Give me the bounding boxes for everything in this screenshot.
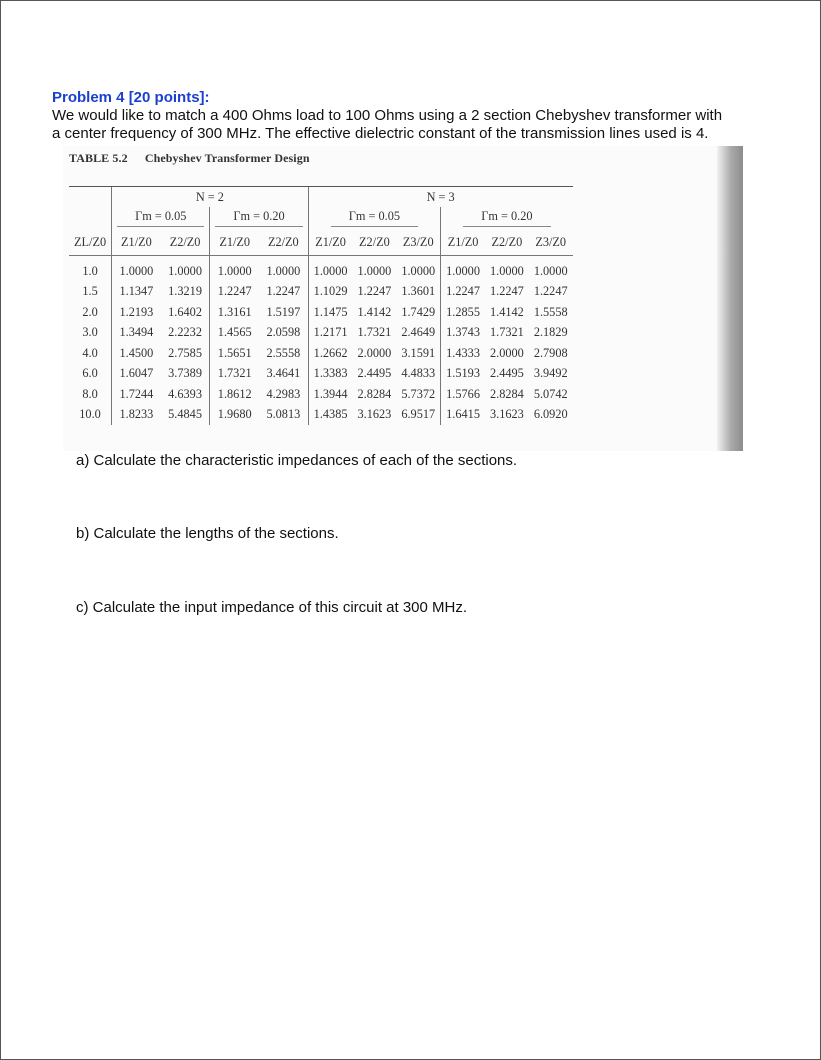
row-ratio-cell: 6.0 <box>82 366 98 381</box>
table-cell: 1.7321 <box>357 325 392 340</box>
row-ratio-cell: 4.0 <box>82 345 98 360</box>
table-cell: 1.5766 <box>441 384 485 405</box>
table-cell: 6.0920 <box>533 407 568 422</box>
column-header: Z3/Z0 <box>396 229 440 256</box>
table-cell: 1.4500 <box>112 343 161 364</box>
table-row <box>69 405 573 426</box>
chebyshev-table <box>69 186 573 425</box>
column-header: Z2/Z0 <box>485 229 529 256</box>
table-cell: 1.4385 <box>308 405 352 426</box>
table-cell: 1.2247 <box>266 284 301 299</box>
table-cell: 1.2662 <box>308 343 352 364</box>
problem-statement <box>52 107 782 143</box>
table-cell: 1.9680 <box>210 405 259 426</box>
table-row <box>69 282 573 303</box>
table-cell: 5.4845 <box>168 407 202 422</box>
table-cell: 1.0000 <box>210 256 259 282</box>
table-cell: 1.0000 <box>533 263 568 278</box>
problem-line-2: a center frequency of 300 MHz. The effective dielectric constant of the transmission lines used is 4. <box>52 125 709 142</box>
table-cell: 3.7389 <box>168 366 202 381</box>
table-cell: 1.2193 <box>112 302 161 323</box>
table-cell: 3.9492 <box>533 366 568 381</box>
column-header: Z2/Z0 <box>259 229 308 256</box>
table-cell: 1.3383 <box>308 364 352 385</box>
table-cell: 1.8233 <box>112 405 161 426</box>
table-cell: 1.7321 <box>210 364 259 385</box>
table-cell: 2.7908 <box>533 345 568 360</box>
table-cell: 4.6393 <box>168 386 202 401</box>
table-cell: 1.4142 <box>357 304 392 319</box>
table-cell: 1.8612 <box>210 384 259 405</box>
table-cell: 1.6415 <box>441 405 485 426</box>
table-cell: 1.3743 <box>441 323 485 344</box>
table-cell: 2.0598 <box>266 325 301 340</box>
table-caption-title: Chebyshev Transformer Design <box>144 151 310 165</box>
n3-gamma-020-header: Γm = 0.20 <box>441 207 573 229</box>
table-cell: 1.6047 <box>112 364 161 385</box>
problem-line-1: We would like to match a 400 Ohms load to 100 Ohms using a 2 section Chebyshev transformer with <box>52 107 723 124</box>
table-cell: 2.4495 <box>489 366 524 381</box>
table-cell: 1.0000 <box>441 256 485 282</box>
table-cell: 1.5651 <box>210 343 259 364</box>
table-cell: 4.2983 <box>266 386 301 401</box>
table-cell: 1.7321 <box>489 325 524 340</box>
table-row <box>69 343 573 364</box>
table-cell: 1.1029 <box>308 282 352 303</box>
table-cell: 2.0000 <box>357 345 392 360</box>
table-cell: 2.1829 <box>533 325 568 340</box>
table-cell: 5.0813 <box>266 407 301 422</box>
n2-header: N = 2 <box>112 187 309 208</box>
table-cell: 1.7429 <box>401 304 436 319</box>
column-header: Z2/Z0 <box>353 229 397 256</box>
table-cell: 3.1623 <box>489 407 524 422</box>
table-cell: 1.2171 <box>308 323 352 344</box>
row-ratio-cell: 1.5 <box>82 284 98 299</box>
table-cell: 1.0000 <box>401 263 436 278</box>
table-cell: 1.2855 <box>441 302 485 323</box>
table-row <box>69 323 573 344</box>
table-row <box>69 302 573 323</box>
table-cell: 1.4565 <box>210 323 259 344</box>
row-ratio-cell: 8.0 <box>82 386 98 401</box>
table-cell: 1.0000 <box>168 263 202 278</box>
table-header-blank <box>69 207 112 229</box>
row-ratio-cell: 1.0 <box>82 263 98 278</box>
table-cell: 1.2247 <box>441 282 485 303</box>
column-header: Z3/Z0 <box>529 229 573 256</box>
table-cell: 1.3494 <box>112 323 161 344</box>
table-cell: 2.0000 <box>489 345 524 360</box>
table-cell: 4.4833 <box>401 366 436 381</box>
table-body <box>69 256 573 426</box>
table-cell: 1.3161 <box>210 302 259 323</box>
table-cell: 1.5197 <box>266 304 301 319</box>
table-cell: 3.4641 <box>266 366 301 381</box>
table-cell: 1.4333 <box>441 343 485 364</box>
column-header: Z1/Z0 <box>441 229 485 256</box>
table-cell: 1.2247 <box>489 284 524 299</box>
table-row <box>69 256 573 282</box>
table-cell: 3.1623 <box>357 407 392 422</box>
table-cell: 5.7372 <box>401 386 436 401</box>
question-b: b) Calculate the lengths of the sections. <box>76 525 339 542</box>
table-cell: 5.0742 <box>533 386 568 401</box>
table-cell: 1.6402 <box>168 304 202 319</box>
row-ratio-cell: 3.0 <box>82 325 98 340</box>
table-cell: 1.4142 <box>489 304 524 319</box>
n3-gamma-005-header: Γm = 0.05 <box>308 207 440 229</box>
table-cell: 2.8284 <box>489 386 524 401</box>
table-caption-number: TABLE 5.2 <box>69 151 128 165</box>
question-c: c) Calculate the input impedance of this circuit at 300 MHz. <box>76 599 468 616</box>
table-cell: 1.2247 <box>210 282 259 303</box>
table-cell: 2.4495 <box>357 366 392 381</box>
table-caption <box>69 151 310 166</box>
table-cell: 1.1475 <box>308 302 352 323</box>
scan-shadow <box>717 146 743 451</box>
table-cell: 2.7585 <box>168 345 202 360</box>
column-header-row <box>69 229 573 256</box>
column-header: Z2/Z0 <box>161 229 210 256</box>
table-cell: 1.7244 <box>112 384 161 405</box>
question-a: a) Calculate the characteristic impedances of each of the sections. <box>76 452 518 469</box>
table-cell: 1.3944 <box>308 384 352 405</box>
n2-gamma-005-header: Γm = 0.05 <box>112 207 210 229</box>
table-cell: 1.3219 <box>168 284 202 299</box>
table-cell: 1.2247 <box>357 284 392 299</box>
chebyshev-table-figure <box>63 146 743 451</box>
table-row <box>69 364 573 385</box>
table-cell: 2.5558 <box>266 345 301 360</box>
table-cell: 1.1347 <box>112 282 161 303</box>
n2-gamma-020-header: Γm = 0.20 <box>210 207 308 229</box>
row-ratio-cell: 10.0 <box>79 407 101 422</box>
table-cell: 3.1591 <box>401 345 436 360</box>
table-cell: 1.0000 <box>308 256 352 282</box>
row-ratio-cell: 2.0 <box>82 304 98 319</box>
problem-title: Problem 4 [20 points]: <box>52 89 210 106</box>
column-header: ZL/Z0 <box>69 229 112 256</box>
column-header: Z1/Z0 <box>210 229 259 256</box>
table-cell: 2.2232 <box>168 325 202 340</box>
n3-header: N = 3 <box>308 187 572 208</box>
column-header: Z1/Z0 <box>308 229 352 256</box>
table-cell: 2.8284 <box>357 386 392 401</box>
table-cell: 1.0000 <box>112 256 161 282</box>
table-cell: 6.9517 <box>401 407 436 422</box>
table-cell: 1.0000 <box>266 263 301 278</box>
table-cell: 1.5193 <box>441 364 485 385</box>
table-row <box>69 384 573 405</box>
table-cell: 1.3601 <box>401 284 436 299</box>
table-cell: 1.0000 <box>489 263 524 278</box>
table-header-blank <box>69 187 112 208</box>
table-cell: 1.0000 <box>357 263 392 278</box>
column-header: Z1/Z0 <box>112 229 161 256</box>
table-cell: 1.5558 <box>533 304 568 319</box>
table-cell: 1.2247 <box>533 284 568 299</box>
table-cell: 2.4649 <box>401 325 436 340</box>
